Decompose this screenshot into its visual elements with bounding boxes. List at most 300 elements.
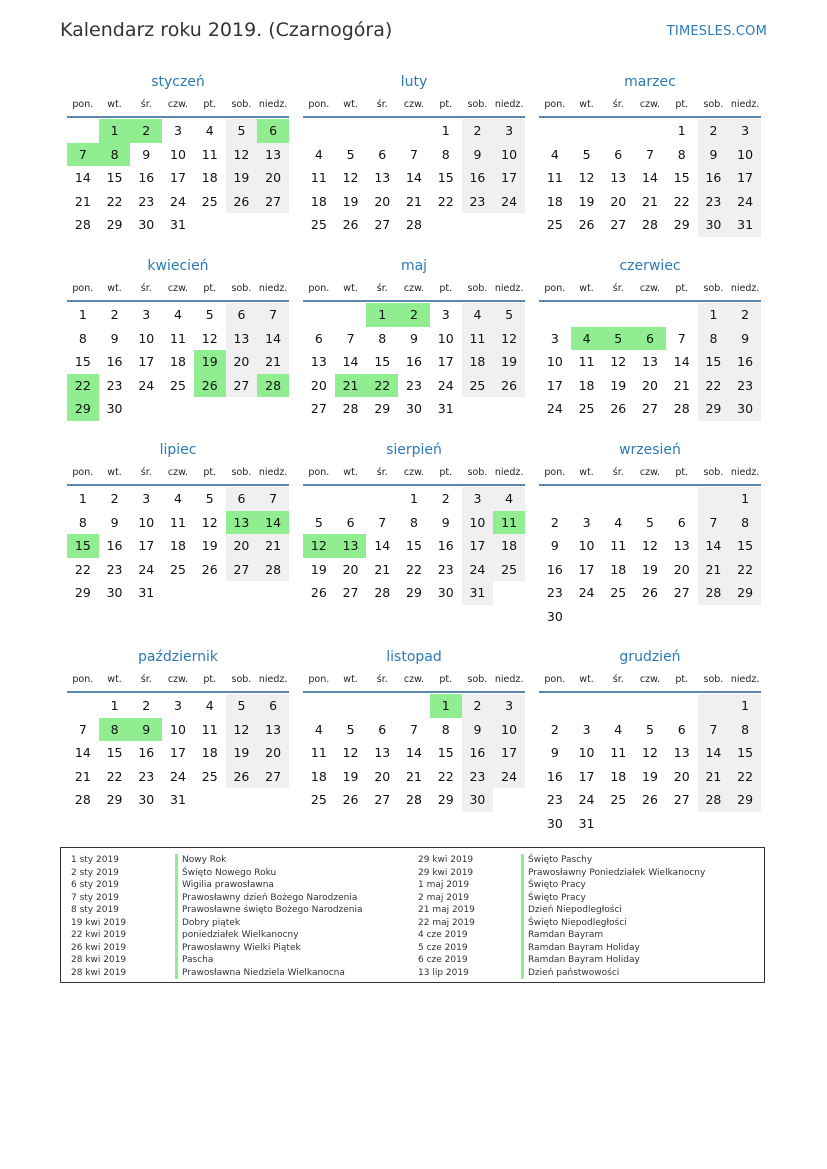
- day-cell: 31: [462, 581, 494, 605]
- day-cell: 18: [201, 170, 218, 185]
- day-cell: 30: [106, 585, 123, 600]
- weekday-label: niedz.: [494, 467, 524, 478]
- day-cell: 9: [462, 718, 494, 742]
- holiday-day-cell: 6: [257, 119, 289, 143]
- weekday-label: pt.: [675, 99, 689, 110]
- day-cell: 13: [642, 354, 658, 369]
- day-cell: 21: [406, 768, 422, 784]
- holiday-day-cell: 11: [493, 511, 525, 535]
- day-cell: 28: [406, 217, 422, 232]
- day-cell: 2: [550, 514, 559, 530]
- day-cell: 18: [546, 193, 563, 209]
- day-cell: 8: [729, 718, 761, 742]
- day-cell: 28: [74, 217, 91, 232]
- day-cell: 15: [74, 354, 91, 369]
- day-cell: 16: [406, 354, 422, 369]
- day-cell: 23: [546, 585, 563, 600]
- day-cell: 5: [646, 721, 654, 737]
- day-cell: 8: [78, 330, 87, 346]
- day-cell: 20: [257, 166, 289, 190]
- holiday-date: 29 kwi 2019: [418, 855, 474, 865]
- day-cell: 4: [174, 491, 182, 506]
- day-cell: 17: [578, 561, 595, 577]
- day-cell: 21: [642, 193, 658, 209]
- day-cell: 22: [406, 561, 422, 577]
- empty-cell: [335, 119, 367, 143]
- holiday-dates-col-1: [71, 854, 126, 979]
- day-cell: 19: [226, 166, 258, 190]
- weekday-label: śr.: [140, 283, 152, 294]
- day-grid: [67, 119, 289, 237]
- day-cell: 15: [106, 745, 123, 760]
- weekday-label: pon.: [72, 674, 94, 685]
- day-cell: 27: [257, 190, 289, 214]
- day-cell: 2: [698, 119, 730, 143]
- holiday-day-cell: 29: [67, 397, 99, 421]
- day-cell: 22: [698, 374, 730, 398]
- weekday-header: [539, 669, 761, 693]
- day-cell: 17: [578, 768, 595, 784]
- day-cell: 16: [437, 538, 454, 553]
- day-cell: 15: [437, 170, 454, 185]
- weekday-header: [67, 462, 289, 486]
- weekday-label: pt.: [439, 99, 453, 110]
- weekday-label: wt.: [107, 99, 122, 110]
- day-cell: 3: [142, 491, 151, 506]
- day-cell: 5: [646, 514, 654, 530]
- weekday-label: wt.: [579, 467, 594, 478]
- holiday-day-cell: 7: [67, 143, 99, 167]
- empty-cell: [398, 694, 430, 718]
- empty-cell: [634, 694, 666, 718]
- holiday-date: 5 cze 2019: [418, 942, 468, 953]
- day-cell: 10: [578, 538, 595, 553]
- day-cell: 27: [226, 374, 258, 398]
- day-grid: [303, 303, 525, 421]
- day-cell: 9: [110, 514, 119, 530]
- empty-cell: [634, 487, 666, 511]
- month-5: [303, 254, 525, 421]
- day-cell: 29: [698, 397, 730, 421]
- day-cell: 10: [170, 146, 186, 162]
- day-cell: 8: [441, 721, 450, 737]
- day-cell: 18: [310, 193, 327, 209]
- weekday-header: [303, 462, 525, 486]
- day-cell: 10: [729, 143, 761, 167]
- empty-cell: [571, 119, 603, 143]
- day-cell: 20: [673, 768, 690, 784]
- day-cell: 1: [78, 307, 87, 322]
- holiday-date: 7 sty 2019: [71, 892, 119, 903]
- day-cell: 21: [74, 193, 91, 209]
- holiday-name: Święto Nowego Roku: [175, 867, 363, 880]
- empty-cell: [571, 303, 603, 327]
- day-cell: 15: [729, 741, 761, 765]
- day-cell: 24: [546, 401, 563, 416]
- day-cell: 18: [170, 538, 186, 553]
- day-cell: 7: [410, 146, 418, 162]
- empty-cell: [666, 694, 698, 718]
- day-cell: 8: [698, 327, 730, 351]
- day-cell: 20: [374, 768, 391, 784]
- day-cell: 6: [677, 721, 686, 737]
- day-cell: 7: [257, 487, 289, 511]
- day-cell: 25: [462, 374, 494, 398]
- weekday-label: czw.: [639, 283, 661, 294]
- day-cell: 9: [550, 538, 559, 553]
- empty-cell: [67, 694, 99, 718]
- day-cell: 9: [142, 146, 151, 162]
- holiday-date: 28 kwi 2019: [71, 967, 127, 978]
- day-cell: 18: [310, 768, 327, 784]
- empty-cell: [634, 303, 666, 327]
- day-cell: 2: [110, 491, 119, 506]
- day-cell: 24: [170, 768, 186, 784]
- weekday-label: śr.: [612, 283, 624, 294]
- day-cell: 15: [374, 354, 391, 369]
- day-cell: 3: [582, 514, 591, 530]
- day-cell: 12: [493, 327, 525, 351]
- day-cell: 25: [546, 217, 563, 232]
- day-cell: 10: [546, 354, 563, 369]
- day-cell: 2: [462, 119, 494, 143]
- day-cell: 18: [578, 377, 595, 393]
- holiday-name: Dzień państwowości: [521, 967, 705, 980]
- day-cell: 11: [578, 354, 595, 369]
- day-cell: 16: [106, 538, 123, 553]
- day-cell: 8: [410, 514, 418, 530]
- holiday-name: Prawosławny Poniedziałek Wielkanocny: [521, 867, 705, 880]
- day-cell: 8: [729, 511, 761, 535]
- month-name: maj: [400, 258, 428, 274]
- day-cell: 23: [698, 190, 730, 214]
- day-cell: 23: [729, 374, 761, 398]
- weekday-label: czw.: [403, 674, 425, 685]
- day-cell: 22: [106, 768, 123, 784]
- day-cell: 18: [201, 745, 218, 760]
- month-4: [67, 254, 289, 421]
- weekday-label: pt.: [439, 467, 453, 478]
- weekday-label: sob.: [467, 99, 488, 110]
- holiday-date: 4 cze 2019: [418, 930, 468, 940]
- day-cell: 27: [226, 558, 258, 582]
- day-cell: 4: [314, 721, 323, 737]
- holiday-name: Prawosławne święto Bożego Narodzenia: [175, 904, 363, 917]
- weekday-label: wt.: [107, 674, 122, 685]
- day-cell: 29: [406, 585, 422, 600]
- holiday-date: 22 kwi 2019: [71, 930, 127, 940]
- day-cell: 18: [610, 768, 627, 784]
- day-cell: 30: [462, 788, 494, 812]
- day-cell: 21: [257, 350, 289, 374]
- day-cell: 7: [646, 146, 654, 162]
- day-cell: 17: [729, 166, 761, 190]
- day-cell: 3: [729, 119, 761, 143]
- day-cell: 30: [698, 213, 730, 237]
- day-cell: 28: [698, 581, 730, 605]
- weekday-label: sob.: [231, 467, 252, 478]
- day-cell: 6: [346, 514, 355, 530]
- day-cell: 6: [226, 303, 258, 327]
- day-cell: 20: [673, 561, 690, 577]
- weekday-label: wt.: [343, 467, 358, 478]
- holiday-date: 22 maj 2019: [418, 917, 475, 928]
- day-cell: 1: [410, 491, 418, 506]
- holiday-day-cell: 2: [398, 303, 430, 327]
- day-cell: 30: [729, 397, 761, 421]
- empty-cell: [602, 694, 634, 718]
- day-cell: 28: [257, 558, 289, 582]
- day-cell: 29: [106, 217, 123, 232]
- weekday-label: sob.: [231, 674, 252, 685]
- day-cell: 26: [342, 792, 359, 807]
- day-cell: 12: [642, 745, 658, 760]
- month-name: listopad: [386, 649, 442, 665]
- day-cell: 24: [578, 792, 595, 807]
- holiday-name: Święto Paschy: [521, 854, 705, 867]
- empty-cell: [398, 119, 430, 143]
- day-cell: 25: [310, 217, 327, 232]
- day-cell: 19: [342, 768, 359, 784]
- month-name: luty: [400, 74, 428, 90]
- day-cell: 14: [74, 170, 91, 185]
- month-name: styczeń: [151, 74, 205, 90]
- weekday-header: [67, 94, 289, 118]
- holiday-day-cell: 15: [67, 534, 99, 558]
- day-cell: 17: [170, 745, 186, 760]
- day-cell: 29: [673, 217, 690, 232]
- day-cell: 30: [546, 815, 563, 831]
- holiday-day-cell: 19: [194, 350, 226, 374]
- day-cell: 1: [110, 698, 119, 713]
- day-cell: 24: [437, 377, 454, 393]
- empty-cell: [666, 487, 698, 511]
- day-cell: 3: [174, 698, 182, 713]
- day-cell: 2: [729, 303, 761, 327]
- empty-cell: [67, 119, 99, 143]
- day-cell: 14: [74, 745, 91, 760]
- day-cell: 14: [342, 354, 359, 369]
- day-cell: 21: [74, 768, 91, 784]
- day-cell: 19: [642, 561, 658, 577]
- weekday-label: wt.: [107, 283, 122, 294]
- weekday-label: pon.: [308, 283, 330, 294]
- day-cell: 3: [550, 330, 559, 346]
- day-cell: 30: [437, 585, 454, 600]
- holiday-day-cell: 12: [303, 534, 335, 558]
- month-3: [539, 70, 761, 237]
- day-grid: [67, 487, 289, 605]
- day-cell: 28: [342, 401, 359, 416]
- day-cell: 9: [441, 514, 450, 530]
- day-cell: 14: [698, 534, 730, 558]
- weekday-label: sob.: [231, 99, 252, 110]
- site-link[interactable]: TIMESLES.COM: [666, 24, 767, 39]
- month-name: kwiecień: [147, 258, 209, 274]
- day-cell: 24: [138, 561, 155, 577]
- day-cell: 26: [310, 585, 327, 600]
- empty-cell: [602, 303, 634, 327]
- day-cell: 31: [729, 213, 761, 237]
- day-cell: 25: [201, 768, 218, 784]
- weekday-header: [67, 278, 289, 302]
- weekday-label: wt.: [343, 99, 358, 110]
- weekday-header: [539, 462, 761, 486]
- day-cell: 13: [257, 143, 289, 167]
- weekday-label: czw.: [639, 467, 661, 478]
- day-cell: 27: [374, 792, 391, 807]
- day-cell: 4: [493, 487, 525, 511]
- day-cell: 17: [493, 741, 525, 765]
- day-cell: 25: [170, 561, 186, 577]
- day-cell: 24: [578, 585, 595, 600]
- holiday-date: 19 kwi 2019: [71, 917, 127, 928]
- day-cell: 4: [205, 698, 214, 713]
- day-cell: 25: [610, 792, 627, 807]
- holiday-name: Święto Niepodległości: [521, 917, 705, 930]
- day-cell: 5: [205, 307, 214, 322]
- day-cell: 7: [378, 514, 387, 530]
- holiday-day-cell: 2: [130, 119, 162, 143]
- holiday-name: Wigilia prawosławna: [175, 879, 363, 892]
- weekday-label: pt.: [675, 283, 689, 294]
- day-cell: 2: [142, 698, 151, 713]
- empty-cell: [698, 487, 730, 511]
- weekday-label: niedz.: [494, 99, 524, 110]
- day-cell: 11: [546, 170, 563, 185]
- day-grid: [303, 487, 525, 605]
- day-cell: 5: [226, 694, 258, 718]
- day-cell: 16: [462, 166, 494, 190]
- day-cell: 4: [205, 123, 214, 138]
- day-cell: 14: [673, 354, 690, 369]
- day-cell: 27: [642, 401, 658, 416]
- day-cell: 21: [374, 561, 391, 577]
- day-cell: 22: [437, 768, 454, 784]
- day-cell: 25: [170, 377, 186, 393]
- weekday-label: pt.: [675, 674, 689, 685]
- day-cell: 29: [729, 788, 761, 812]
- day-cell: 1: [729, 694, 761, 718]
- weekday-label: śr.: [612, 467, 624, 478]
- empty-cell: [303, 487, 335, 511]
- day-cell: 13: [257, 718, 289, 742]
- day-cell: 13: [673, 538, 690, 553]
- day-cell: 7: [78, 721, 87, 737]
- weekday-label: niedz.: [258, 674, 288, 685]
- day-cell: 11: [170, 330, 186, 346]
- day-cell: 22: [437, 193, 454, 209]
- day-cell: 29: [437, 792, 454, 807]
- weekday-header: [303, 94, 525, 118]
- holiday-name: Prawosławna Niedziela Wielkanocna: [175, 967, 363, 980]
- weekday-label: niedz.: [730, 467, 760, 478]
- day-cell: 4: [314, 146, 323, 162]
- day-cell: 30: [546, 608, 563, 624]
- day-cell: 22: [74, 561, 91, 577]
- day-cell: 17: [437, 354, 454, 369]
- day-cell: 17: [546, 377, 563, 393]
- day-cell: 8: [78, 514, 87, 530]
- day-cell: 14: [406, 745, 422, 760]
- day-cell: 17: [462, 534, 494, 558]
- weekday-label: sob.: [703, 99, 724, 110]
- holiday-dates-col-2: [418, 854, 475, 979]
- weekday-label: czw.: [639, 674, 661, 685]
- holiday-day-cell: 13: [226, 511, 258, 535]
- day-cell: 14: [642, 170, 658, 185]
- day-cell: 11: [610, 745, 627, 760]
- empty-cell: [539, 303, 571, 327]
- day-cell: 24: [729, 190, 761, 214]
- holiday-name: Dzień Niepodległości: [521, 904, 705, 917]
- day-cell: 13: [610, 170, 627, 185]
- weekday-label: śr.: [612, 674, 624, 685]
- day-cell: 12: [201, 330, 218, 346]
- day-cell: 10: [493, 718, 525, 742]
- day-cell: 15: [437, 745, 454, 760]
- holiday-day-cell: 6: [634, 327, 666, 351]
- day-cell: 17: [138, 354, 155, 369]
- day-cell: 30: [106, 401, 123, 416]
- holiday-day-cell: 1: [99, 119, 131, 143]
- day-cell: 11: [201, 721, 218, 737]
- weekday-label: pt.: [675, 467, 689, 478]
- day-cell: 5: [346, 146, 355, 162]
- day-cell: 4: [614, 721, 623, 737]
- day-cell: 1: [698, 303, 730, 327]
- day-cell: 9: [462, 143, 494, 167]
- weekday-label: czw.: [403, 467, 425, 478]
- day-cell: 16: [698, 166, 730, 190]
- empty-cell: [303, 694, 335, 718]
- weekday-label: pt.: [203, 674, 217, 685]
- holiday-date: 2 sty 2019: [71, 867, 119, 878]
- day-cell: 2: [110, 307, 119, 322]
- empty-cell: [698, 694, 730, 718]
- weekday-label: sob.: [467, 283, 488, 294]
- weekday-label: sob.: [467, 467, 488, 478]
- empty-cell: [539, 487, 571, 511]
- day-cell: 26: [642, 585, 658, 600]
- day-cell: 1: [441, 123, 450, 138]
- holiday-name: Święto Pracy: [521, 892, 705, 905]
- day-cell: 11: [170, 514, 186, 530]
- day-cell: 16: [462, 741, 494, 765]
- month-name: sierpień: [386, 442, 442, 458]
- weekday-label: pt.: [203, 467, 217, 478]
- day-cell: 28: [673, 401, 690, 416]
- day-cell: 13: [226, 327, 258, 351]
- day-cell: 3: [462, 487, 494, 511]
- day-cell: 23: [138, 768, 155, 784]
- empty-cell: [602, 119, 634, 143]
- day-cell: 26: [342, 217, 359, 232]
- holiday-day-cell: 22: [67, 374, 99, 398]
- month-12: [539, 645, 761, 835]
- weekday-header: [67, 669, 289, 693]
- day-cell: 6: [378, 721, 387, 737]
- day-cell: 29: [106, 792, 123, 807]
- weekday-label: pt.: [203, 283, 217, 294]
- month-name: październik: [138, 649, 218, 665]
- day-cell: 7: [677, 330, 686, 346]
- holiday-name: Ramdan Bayram Holiday: [521, 942, 705, 955]
- day-cell: 20: [374, 193, 391, 209]
- day-cell: 21: [698, 558, 730, 582]
- month-name: lipiec: [159, 442, 197, 458]
- day-cell: 6: [226, 487, 258, 511]
